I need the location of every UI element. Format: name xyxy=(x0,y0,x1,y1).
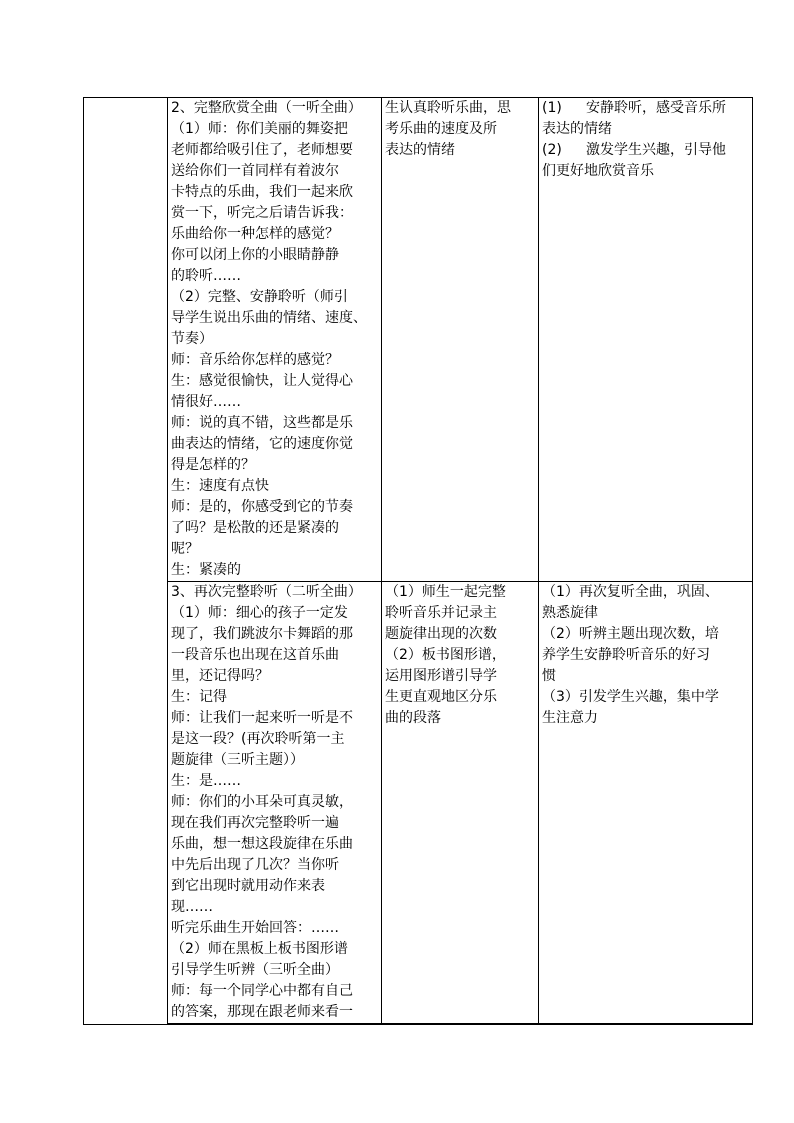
table-row xyxy=(84,98,753,582)
text-line: 的答案，那现在跟老师来看一 xyxy=(171,1004,353,1020)
text-line: 生：感觉很愉快，让人觉得心 xyxy=(171,373,353,389)
text-line: 生认真聆听乐曲，思 xyxy=(385,100,511,116)
text-line: 生：速度有点快 xyxy=(171,478,269,494)
text-line: 2、完整欣赏全曲（一听全曲） xyxy=(171,100,362,116)
text-line: 呢？ xyxy=(171,541,199,557)
text-line: 生：紧凑的 xyxy=(171,562,241,578)
text-line: 现在我们再次完整聆听一遍 xyxy=(171,815,339,831)
lesson-plan-table xyxy=(83,97,753,1025)
text-line: 曲表达的情绪，它的速度你觉 xyxy=(171,436,353,452)
text-line: 师：音乐给你怎样的感觉？ xyxy=(171,352,339,368)
table-row xyxy=(84,582,753,1025)
text-line: 惯 xyxy=(542,668,556,684)
text-line: （1）师：细心的孩子一定发 xyxy=(171,605,348,621)
student-activity-cell xyxy=(382,582,539,1025)
text-line: 现了，我们跳波尔卡舞蹈的那 xyxy=(171,626,353,642)
intent-item xyxy=(542,140,749,161)
text-line: （3）引发学生兴趣，集中学 xyxy=(542,689,719,705)
design-intent-cell xyxy=(539,98,753,582)
text-line: 题旋律（三听主题）） xyxy=(171,752,304,768)
text-line: 节奏） xyxy=(171,331,213,347)
item-number: (1) xyxy=(542,100,562,116)
text-line: 导学生说出乐曲的情绪、速度、 xyxy=(171,310,367,326)
text-line: 了吗？是松散的还是紧凑的 xyxy=(171,520,339,536)
text-line: 曲的段落 xyxy=(385,710,441,726)
text-line: 表达的情绪 xyxy=(542,121,612,137)
text-line: 中先后出现了几次？当你听 xyxy=(171,857,339,873)
text-line: 你可以闭上你的小眼睛静静 xyxy=(171,247,339,263)
text-line: （2）听辨主题出现次数，培 xyxy=(542,626,719,642)
text-line: 师：你们的小耳朵可真灵敏， xyxy=(171,794,353,810)
text-line: 师：说的真不错，这些都是乐 xyxy=(171,415,353,431)
text-line: 熟悉旋律 xyxy=(542,605,598,621)
teaching-process-cell xyxy=(168,582,382,1025)
item-number: (2) xyxy=(542,142,562,158)
text-line: （2）板书图形谱， xyxy=(385,647,506,663)
text-line: （2）完整、安静聆听（师引 xyxy=(171,289,348,305)
text-line: 们更好地欣赏音乐 xyxy=(542,163,654,179)
text-line: 到它出现时就用动作来表 xyxy=(171,878,325,894)
text-line: 乐曲，想一想这段旋律在乐曲 xyxy=(171,836,353,852)
text-line: 师：每一个同学心中都有自己 xyxy=(171,983,353,999)
text-line: 是这一段？(再次聆听第一主 xyxy=(171,731,345,747)
text-line: 情很好…… xyxy=(171,394,241,410)
text-line: 运用图形谱引导学 xyxy=(385,668,497,684)
text-line: （2）师在黑板上板书图形谱 xyxy=(171,941,348,957)
blank-left-column xyxy=(84,98,168,1025)
teaching-process-cell xyxy=(168,98,382,582)
text-line: 听完乐曲生开始回答：…… xyxy=(171,920,339,936)
text-line: 送给你们一首同样有着波尔 xyxy=(171,163,339,179)
student-activity-cell xyxy=(382,98,539,582)
text-line: 考乐曲的速度及所 xyxy=(385,121,497,137)
text-line: 老师都给吸引住了，老师想要 xyxy=(171,142,353,158)
text-line: 表达的情绪 xyxy=(385,142,455,158)
text-line: 养学生安静聆听音乐的好习 xyxy=(542,647,710,663)
text-line: 赏一下，听完之后请告诉我： xyxy=(171,205,353,221)
text-line: 激发学生兴趣，引导他 xyxy=(586,142,726,158)
text-line: 安静聆听，感受音乐所 xyxy=(586,100,726,116)
text-line: 师：让我们一起来听一听是不 xyxy=(171,710,353,726)
text-line: 现…… xyxy=(171,899,213,915)
text-line: 生注意力 xyxy=(542,710,598,726)
text-line: 聆听音乐并记录主 xyxy=(385,605,497,621)
text-line: 生：是…… xyxy=(171,773,241,789)
text-line: 师：是的，你感受到它的节奏 xyxy=(171,499,353,515)
text-line: 的聆听…… xyxy=(171,268,241,284)
text-line: 卡特点的乐曲，我们一起来欣 xyxy=(171,184,353,200)
text-line: （1）再次复听全曲，巩固、 xyxy=(542,584,719,600)
text-line: 生更直观地区分乐 xyxy=(385,689,497,705)
text-line: 生：记得 xyxy=(171,689,227,705)
text-line: 题旋律出现的次数 xyxy=(385,626,497,642)
text-line: （1）师：你们美丽的舞姿把 xyxy=(171,121,348,137)
text-line: 引导学生听辨（三听全曲） xyxy=(171,962,339,978)
intent-item xyxy=(542,98,749,119)
text-line: 里，还记得吗？ xyxy=(171,668,269,684)
text-line: （1）师生一起完整 xyxy=(385,584,506,600)
text-line: 乐曲给你一种怎样的感觉？ xyxy=(171,226,339,242)
design-intent-cell xyxy=(539,582,753,1025)
text-line: 一段音乐也出现在这首乐曲 xyxy=(171,647,339,663)
text-line: 3、再次完整聆听（二听全曲） xyxy=(171,584,362,600)
text-line: 得是怎样的？ xyxy=(171,457,255,473)
